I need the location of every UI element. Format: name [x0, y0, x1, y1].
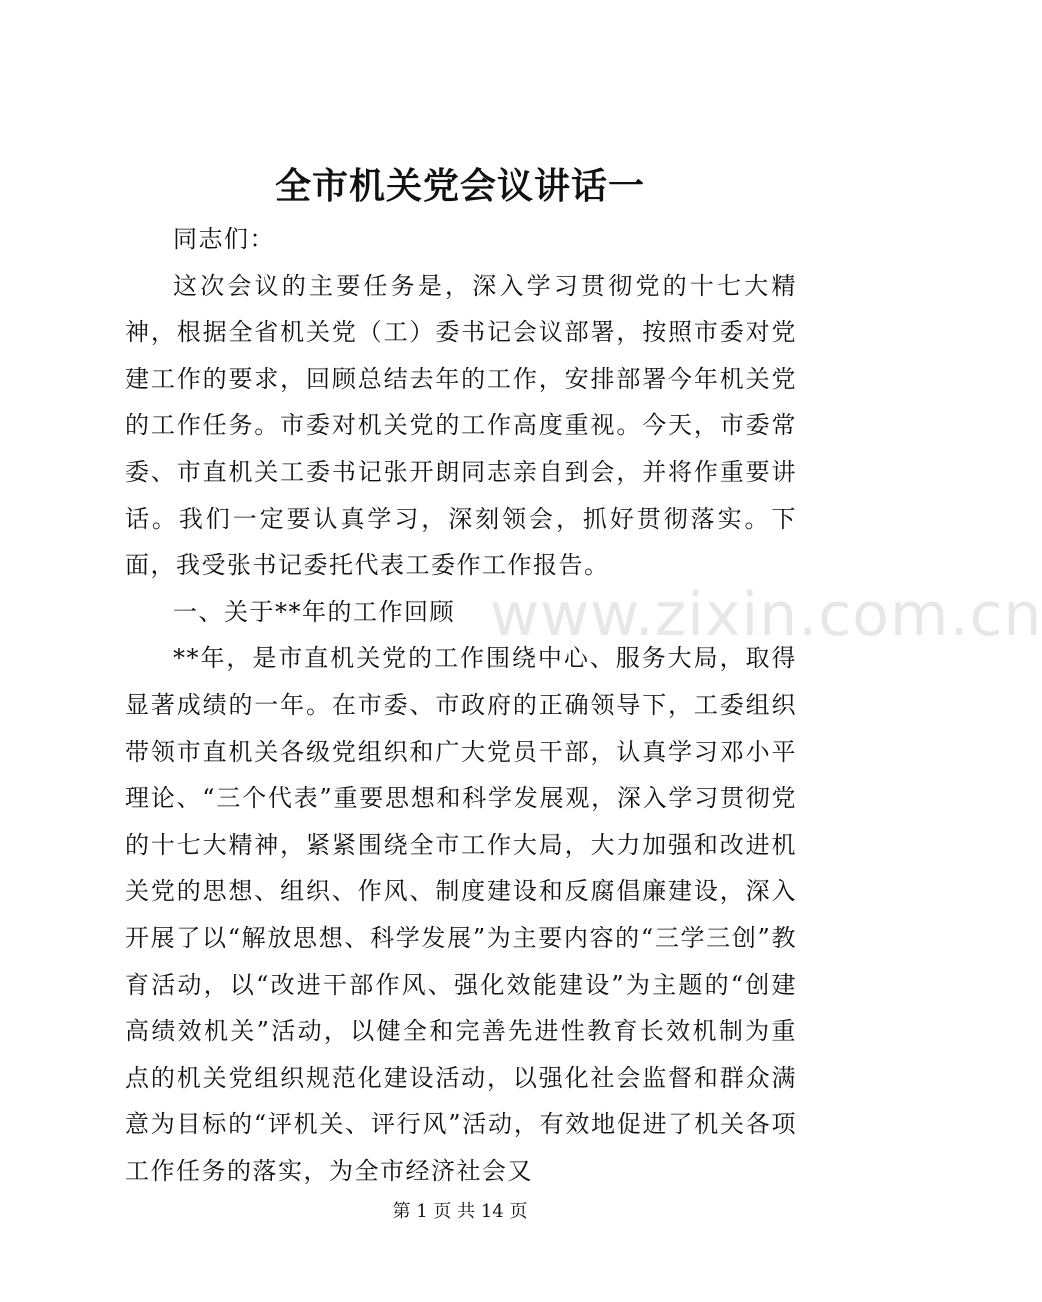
watermark: www.zixin.com.cn — [490, 580, 1042, 650]
document-title: 全市机关党会议讲话一 — [274, 166, 645, 207]
section-heading: 一、关于**年的工作回顾 — [173, 597, 455, 626]
review-paragraph: **年，是市直机关党的工作围绕中心、服务大局，取得显著成绩的一年。在市委、市政府的正确领导下，工委组织带领市直机关各级党组织和广大党员干部，认真学习邓小平理论、“三个代表”重要思想和科学发展观，深入学习贯彻党的十七大精神，紧紧围绕全市工作大局，大力加强和改进机关党的思想、组织、作风、制度建设和反腐倡廉建设，深入开展了以“解放思想、科学发展”为主要内容的“三学三创”教育活动，以“改进干部作风、强化效能建设”为主题的“创建高绩效机关”活动，以健全和完善先进性教育长效机制为重点的机关党组织规范化建设活动，以强化社会监督和群众满意为目标的“评机关、评行风”活动，有效地促进了机关各项工作任务的落实，为全市经济社会又 — [125, 644, 797, 1185]
page-footer: 第 1 页 共 14 页 — [392, 1201, 528, 1222]
salutation-paragraph: 同志们： — [173, 225, 275, 253]
document-body — [125, 216, 797, 1194]
intro-paragraph: 这次会议的主要任务是，深入学习贯彻党的十七大精神，根据全省机关党（工）委书记会议部署，按照市委对党建工作的要求，回顾总结去年的工作，安排部署今年机关党的工作任务。市委对机关党的工作高度重视。今天，市委常委、市直机关工委书记张开朗同志亲自到会，并将作重要讲话。我们一定要认真学习，深刻领会，抓好贯彻落实。下面，我受张书记委托代表工委作工作报告。 — [125, 271, 797, 580]
